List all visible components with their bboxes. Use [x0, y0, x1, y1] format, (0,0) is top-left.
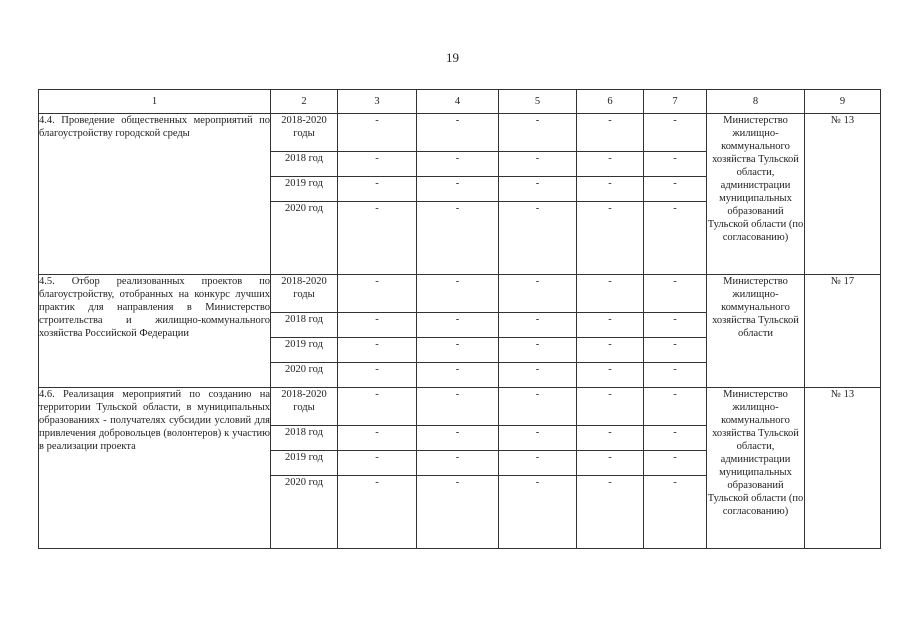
value-cell: -	[417, 363, 499, 388]
measures-table	[38, 89, 881, 549]
period-cell: 2020 год	[271, 202, 338, 275]
value-cell: -	[499, 114, 577, 152]
value-cell: -	[644, 114, 707, 152]
value-cell: -	[499, 451, 577, 476]
column-header: 3	[338, 90, 417, 114]
column-header: 2	[271, 90, 338, 114]
value-cell: -	[417, 388, 499, 426]
value-cell: -	[644, 275, 707, 313]
value-cell: -	[338, 152, 417, 177]
value-cell: -	[338, 177, 417, 202]
value-cell: -	[417, 338, 499, 363]
executor-cell: Министерство жилищно-коммунального хозяйства Тульской области	[707, 275, 805, 388]
period-cell: 2019 год	[271, 177, 338, 202]
value-cell: -	[338, 313, 417, 338]
executor-cell: Министерство жилищно-коммунального хозяйства Тульской области, администрации муниципальных образований Тульской области (по согласованию)	[707, 388, 805, 549]
executor-cell: Министерство жилищно-коммунального хозяйства Тульской области, администрации муниципальных образований Тульской области (по согласованию)	[707, 114, 805, 275]
value-cell: -	[644, 451, 707, 476]
reference-cell: № 13	[805, 388, 881, 549]
value-cell: -	[644, 476, 707, 549]
value-cell: -	[577, 275, 644, 313]
value-cell: -	[417, 313, 499, 338]
value-cell: -	[577, 388, 644, 426]
value-cell: -	[417, 275, 499, 313]
period-cell: 2019 год	[271, 338, 338, 363]
value-cell: -	[577, 152, 644, 177]
value-cell: -	[644, 426, 707, 451]
value-cell: -	[499, 388, 577, 426]
measure-title: 4.6. Реализация мероприятий по созданию на территории Тульской области, в муниципальных образованиях - получателях субсидии условий для привлечения добровольцев (волонтеров) к участию в реализации проекта	[39, 388, 271, 549]
value-cell: -	[417, 114, 499, 152]
value-cell: -	[499, 363, 577, 388]
value-cell: -	[499, 202, 577, 275]
column-header: 1	[39, 90, 271, 114]
reference-cell: № 17	[805, 275, 881, 388]
value-cell: -	[338, 114, 417, 152]
value-cell: -	[577, 476, 644, 549]
period-cell: 2018 год	[271, 313, 338, 338]
column-header: 6	[577, 90, 644, 114]
value-cell: -	[644, 338, 707, 363]
value-cell: -	[644, 313, 707, 338]
period-cell: 2020 год	[271, 363, 338, 388]
value-cell: -	[499, 476, 577, 549]
column-header: 7	[644, 90, 707, 114]
column-header: 4	[417, 90, 499, 114]
value-cell: -	[499, 313, 577, 338]
period-cell: 2018-2020 годы	[271, 388, 338, 426]
value-cell: -	[417, 476, 499, 549]
value-cell: -	[577, 338, 644, 363]
value-cell: -	[417, 152, 499, 177]
value-cell: -	[499, 177, 577, 202]
value-cell: -	[577, 313, 644, 338]
column-header: 8	[707, 90, 805, 114]
table-row	[39, 114, 881, 152]
period-cell: 2019 год	[271, 451, 338, 476]
period-cell: 2018 год	[271, 152, 338, 177]
column-header: 9	[805, 90, 881, 114]
period-cell: 2018-2020 годы	[271, 275, 338, 313]
value-cell: -	[338, 426, 417, 451]
measure-title: 4.5. Отбор реализованных проектов по благоустройству, отобранных на конкурс лучших практик для направления в Министерство строительства и жилищно-коммунального хозяйства Российской Федерации	[39, 275, 271, 388]
period-cell: 2018-2020 годы	[271, 114, 338, 152]
value-cell: -	[499, 426, 577, 451]
value-cell: -	[499, 152, 577, 177]
table-header-row	[39, 90, 881, 114]
value-cell: -	[417, 451, 499, 476]
value-cell: -	[644, 202, 707, 275]
table-row	[39, 275, 881, 313]
measure-title: 4.4. Проведение общественных мероприятий по благоустройству городской среды	[39, 114, 271, 275]
value-cell: -	[577, 451, 644, 476]
value-cell: -	[644, 388, 707, 426]
value-cell: -	[577, 114, 644, 152]
column-header: 5	[499, 90, 577, 114]
value-cell: -	[644, 177, 707, 202]
period-cell: 2018 год	[271, 426, 338, 451]
value-cell: -	[577, 426, 644, 451]
reference-cell: № 13	[805, 114, 881, 275]
value-cell: -	[417, 202, 499, 275]
value-cell: -	[577, 363, 644, 388]
table-row	[39, 388, 881, 426]
period-cell: 2020 год	[271, 476, 338, 549]
value-cell: -	[417, 177, 499, 202]
value-cell: -	[338, 338, 417, 363]
page-number: 19	[446, 50, 459, 65]
value-cell: -	[577, 202, 644, 275]
value-cell: -	[644, 152, 707, 177]
value-cell: -	[338, 202, 417, 275]
value-cell: -	[577, 177, 644, 202]
value-cell: -	[644, 363, 707, 388]
value-cell: -	[338, 476, 417, 549]
value-cell: -	[338, 363, 417, 388]
value-cell: -	[499, 275, 577, 313]
value-cell: -	[338, 451, 417, 476]
value-cell: -	[338, 388, 417, 426]
value-cell: -	[499, 338, 577, 363]
value-cell: -	[338, 275, 417, 313]
value-cell: -	[417, 426, 499, 451]
